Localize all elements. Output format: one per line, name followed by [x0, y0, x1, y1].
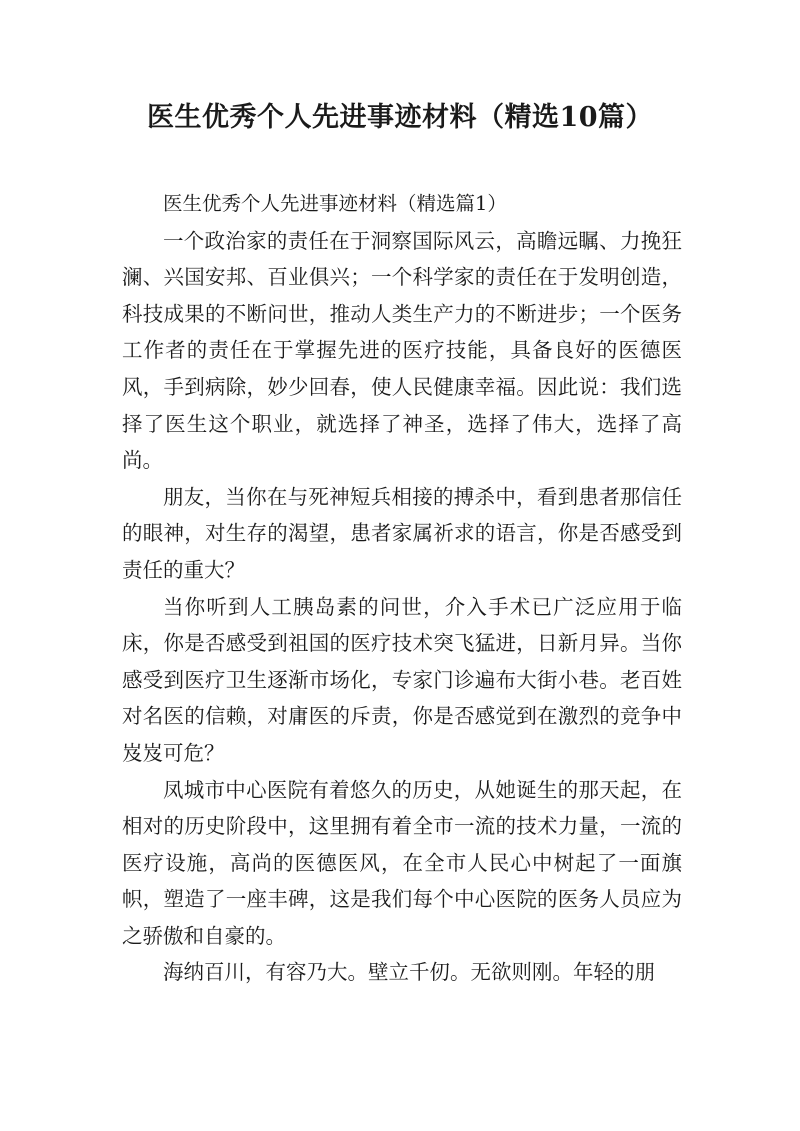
section-heading: 医生优秀个人先进事迹材料（精选篇1）: [163, 192, 507, 215]
document-title: 医生优秀个人先进事迹材料（精选10篇）: [146, 102, 654, 133]
paragraph-4: 凤城市中心医院有着悠久的历史，从她诞生的那天起，在相对的历史阶段中，这里拥有着全市一流的技术力量，一流的医疗设施，高尚的医德医风，在全市人民心中树起了一面旗帜，塑造了一座丰碑，这是我们每个中心医院的医务人员应为之骄傲和自豪的。: [122, 777, 682, 948]
paragraph-1: 一个政治家的责任在于洞察国际风云，高瞻远瞩、力挽狂澜、兴国安邦、百业俱兴；一个科学家的责任在于发明创造，科技成果的不断问世，推动人类生产力的不断进步；一个医务工作者的责任在于掌握先进的医疗技能，具备良好的医德医风，手到病除，妙少回春，使人民健康幸福。因此说：我们选择了医生这个职业，就选择了神圣，选择了伟大，选择了高尚。: [122, 228, 682, 473]
paragraph-3: 当你听到人工胰岛素的问世，介入手术已广泛应用于临床，你是否感受到祖国的医疗技术突飞猛进，日新月异。当你感受到医疗卫生逐渐市场化，专家门诊遍布大街小巷。老百姓对名医的信赖，对庸医的斥责，你是否感觉到在激烈的竞争中岌岌可危？: [122, 594, 682, 765]
document-body: [122, 186, 682, 991]
paragraph-2: 朋友，当你在与死神短兵相接的搏杀中，看到患者那信任的眼神，对生存的渴望，患者家属祈求的语言，你是否感受到责任的重大？: [122, 484, 682, 582]
paragraph-5: 海纳百川，有容乃大。壁立千仞。无欲则刚。年轻的朋: [163, 960, 655, 985]
